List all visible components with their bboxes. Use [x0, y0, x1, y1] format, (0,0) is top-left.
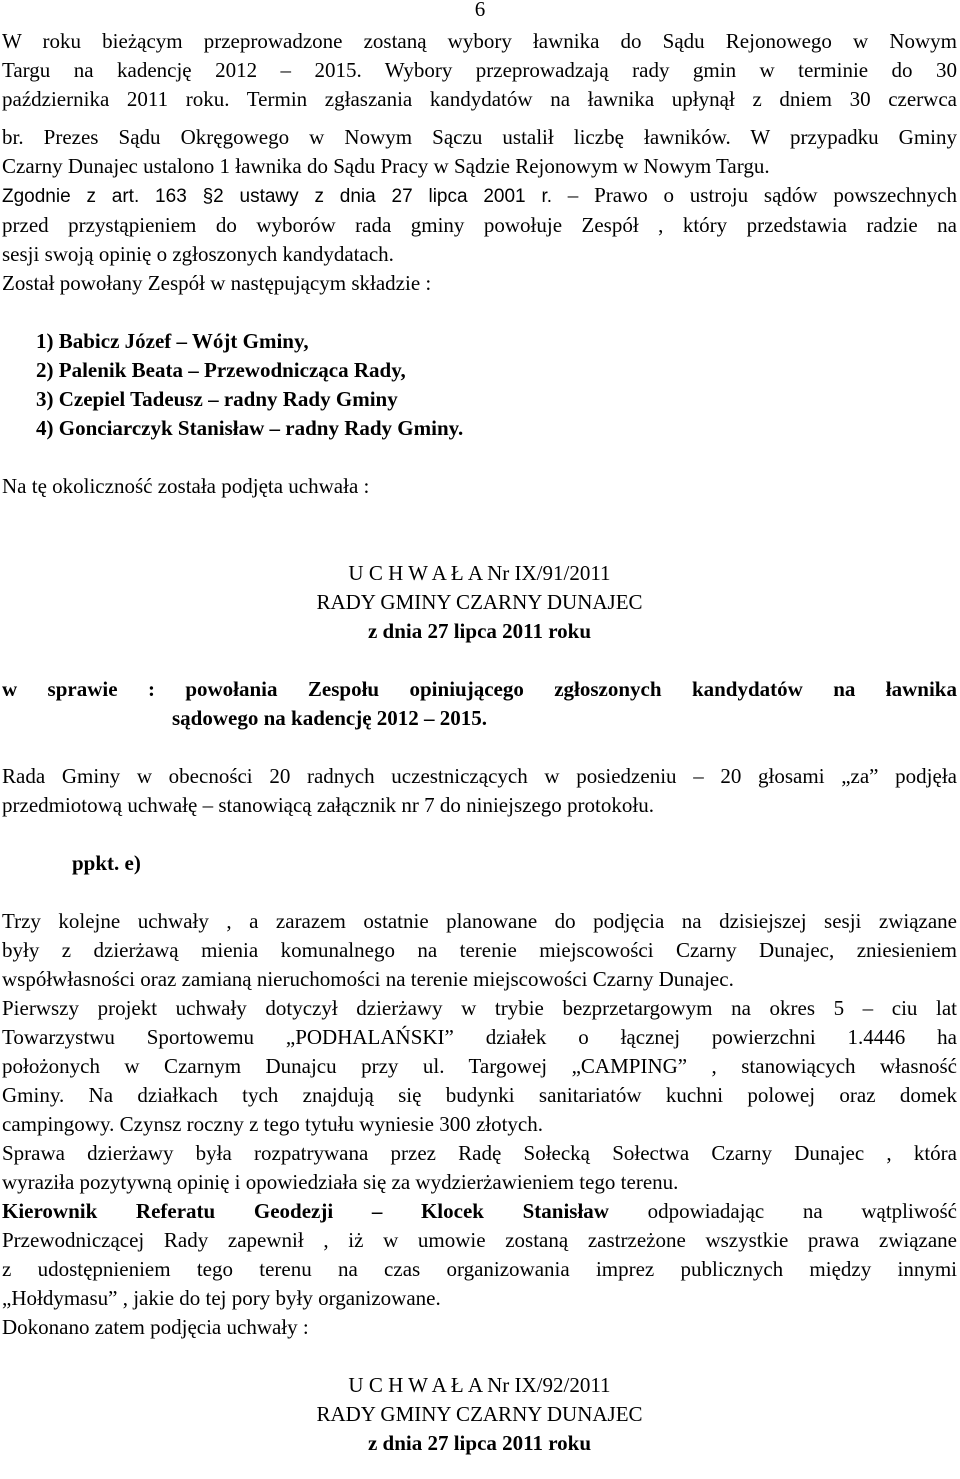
subpoint-label: ppkt. e): [72, 851, 141, 875]
resolution-date: z dnia 27 lipca 2011 roku: [367, 1431, 592, 1455]
text-line: przed przystąpieniem do wyborów rada gminy powołuje Zespół , który przedstawia radzie na: [2, 213, 957, 237]
text-line: „Hołdymasu” , jakie do tej pory były organizowane.: [2, 1286, 441, 1310]
resolution-council: RADY GMINY CZARNY DUNAJEC: [316, 590, 643, 614]
text-line: w sprawie : powołania Zespołu opiniującego zgłoszonych kandydatów na ławnika: [2, 677, 957, 701]
resolution-intro: Dokonano zatem podjęcia uchwały :: [2, 1315, 309, 1339]
list-item: 4) Gonciarczyk Stanisław – radny Rady Gminy.: [36, 416, 464, 440]
paragraph-geodesy-head: [2, 1197, 957, 1313]
text-line: współwłasności oraz zamianą nieruchomości na terenie miejscowości Czarny Dunajec.: [2, 967, 734, 991]
legal-reference: Zgodnie z art. 163 §2 ustawy z dnia 27 lipca 2001 r.: [2, 186, 552, 207]
text-line: Pierwszy projekt uchwały dotyczył dzierżawy w trybie bezprzetargowym na okres 5 – ciu lat: [2, 996, 957, 1020]
text-span: – Prawo o ustroju sądów powszechnych: [552, 183, 957, 207]
vote-result: [2, 762, 957, 820]
text-line: były z dzierżawą mienia komunalnego na terenie miejscowości Czarny Dunajec, zniesieniem: [2, 938, 957, 962]
document-body: [2, 27, 957, 1458]
paragraph-village-council: [2, 1139, 957, 1197]
text-line: Targu na kadencję 2012 – 2015. Wybory przeprowadzają rady gmin w terminie do 30: [2, 58, 957, 82]
resolution-title: U C H W A Ł A Nr IX/91/2011: [348, 561, 611, 585]
text-line: sądowego na kadencję 2012 – 2015.: [172, 706, 488, 730]
team-intro: Został powołany Zespół w następującym składzie :: [2, 271, 432, 295]
resolution-heading: [2, 1371, 957, 1458]
text-line: sesji swoją opinię o zgłoszonych kandydatach.: [2, 242, 394, 266]
text-span: odpowiadając na wątpliwość: [608, 1199, 957, 1223]
speaker-name: Kierownik Referatu Geodezji – Klocek Stanisław: [2, 1199, 609, 1223]
text-line: położonych w Czarnym Dunajcu przy ul. Targowej „CAMPING” , stanowiących własność: [2, 1054, 957, 1078]
text-line: Przewodniczącej Rady zapewnił , iż w umowie zostaną zastrzeżone wszystkie prawa związane: [2, 1228, 957, 1252]
text-line: Rada Gminy w obecności 20 radnych uczestniczących w posiedzeniu – 20 głosami „za” podjęła: [2, 764, 957, 788]
text-line: Gminy. Na działkach tych znajdują się budynki sanitariatów kuchni polowej oraz domek: [2, 1083, 957, 1107]
page-number: 6: [474, 0, 486, 21]
text-line: Sprawa dzierżawy była rozpatrywana przez Radę Sołecką Sołectwa Czarny Dunajec , która: [2, 1141, 957, 1165]
text-line: przedmiotową uchwałę – stanowiącą załącznik nr 7 do niniejszego protokołu.: [2, 793, 654, 817]
text-line: campingowy. Czynsz roczny z tego tytułu wyniesie 300 złotych.: [2, 1112, 544, 1136]
text-line: z udostępnieniem tego terenu na czas organizowania imprez publicznych między innymi: [2, 1257, 957, 1281]
team-members-list: [36, 327, 957, 443]
paragraph-resolutions-overview: [2, 907, 957, 994]
text-line: października 2011 roku. Termin zgłaszania kandydatów na ławnika upłynął z dniem 30 czerwca: [2, 87, 957, 111]
text-line: Czarny Dunajec ustalono 1 ławnika do Sądu Pracy w Sądzie Rejonowym w Nowym Targu.: [2, 154, 770, 178]
text-line: [2, 181, 957, 211]
resolution-subject: [2, 675, 957, 733]
paragraph-lease-project: [2, 994, 957, 1139]
text-line: [2, 1197, 957, 1226]
text-line: W roku bieżącym przeprowadzone zostaną wybory ławnika do Sądu Rejonowego w Nowym: [2, 29, 957, 53]
list-item: 2) Palenik Beata – Przewodnicząca Rady,: [36, 358, 406, 382]
text-line: Towarzystwu Sportowemu „PODHALAŃSKI” działek o łącznej powierzchni 1.4446 ha: [2, 1025, 957, 1049]
resolution-title: U C H W A Ł A Nr IX/92/2011: [348, 1373, 611, 1397]
list-item: 3) Czepiel Tadeusz – radny Rady Gminy: [36, 387, 398, 411]
resolution-council: RADY GMINY CZARNY DUNAJEC: [316, 1402, 643, 1426]
list-item: 1) Babicz Józef – Wójt Gminy,: [36, 329, 309, 353]
text-line: Trzy kolejne uchwały , a zarazem ostatnie planowane do podjęcia na dzisiejszej sesji związane: [2, 909, 957, 933]
text-line: wyraziła pozytywną opinię i opowiedziała się za wydzierżawieniem tego terenu.: [2, 1170, 679, 1194]
text-line: br. Prezes Sądu Okręgowego w Nowym Sączu ustalił liczbę ławników. W przypadku Gminy: [2, 125, 957, 149]
resolution-date: z dnia 27 lipca 2011 roku: [367, 619, 592, 643]
resolution-intro: Na tę okoliczność została podjęta uchwała :: [2, 474, 370, 498]
paragraph-lawnik-elections: [2, 27, 957, 269]
resolution-heading: [2, 559, 957, 646]
